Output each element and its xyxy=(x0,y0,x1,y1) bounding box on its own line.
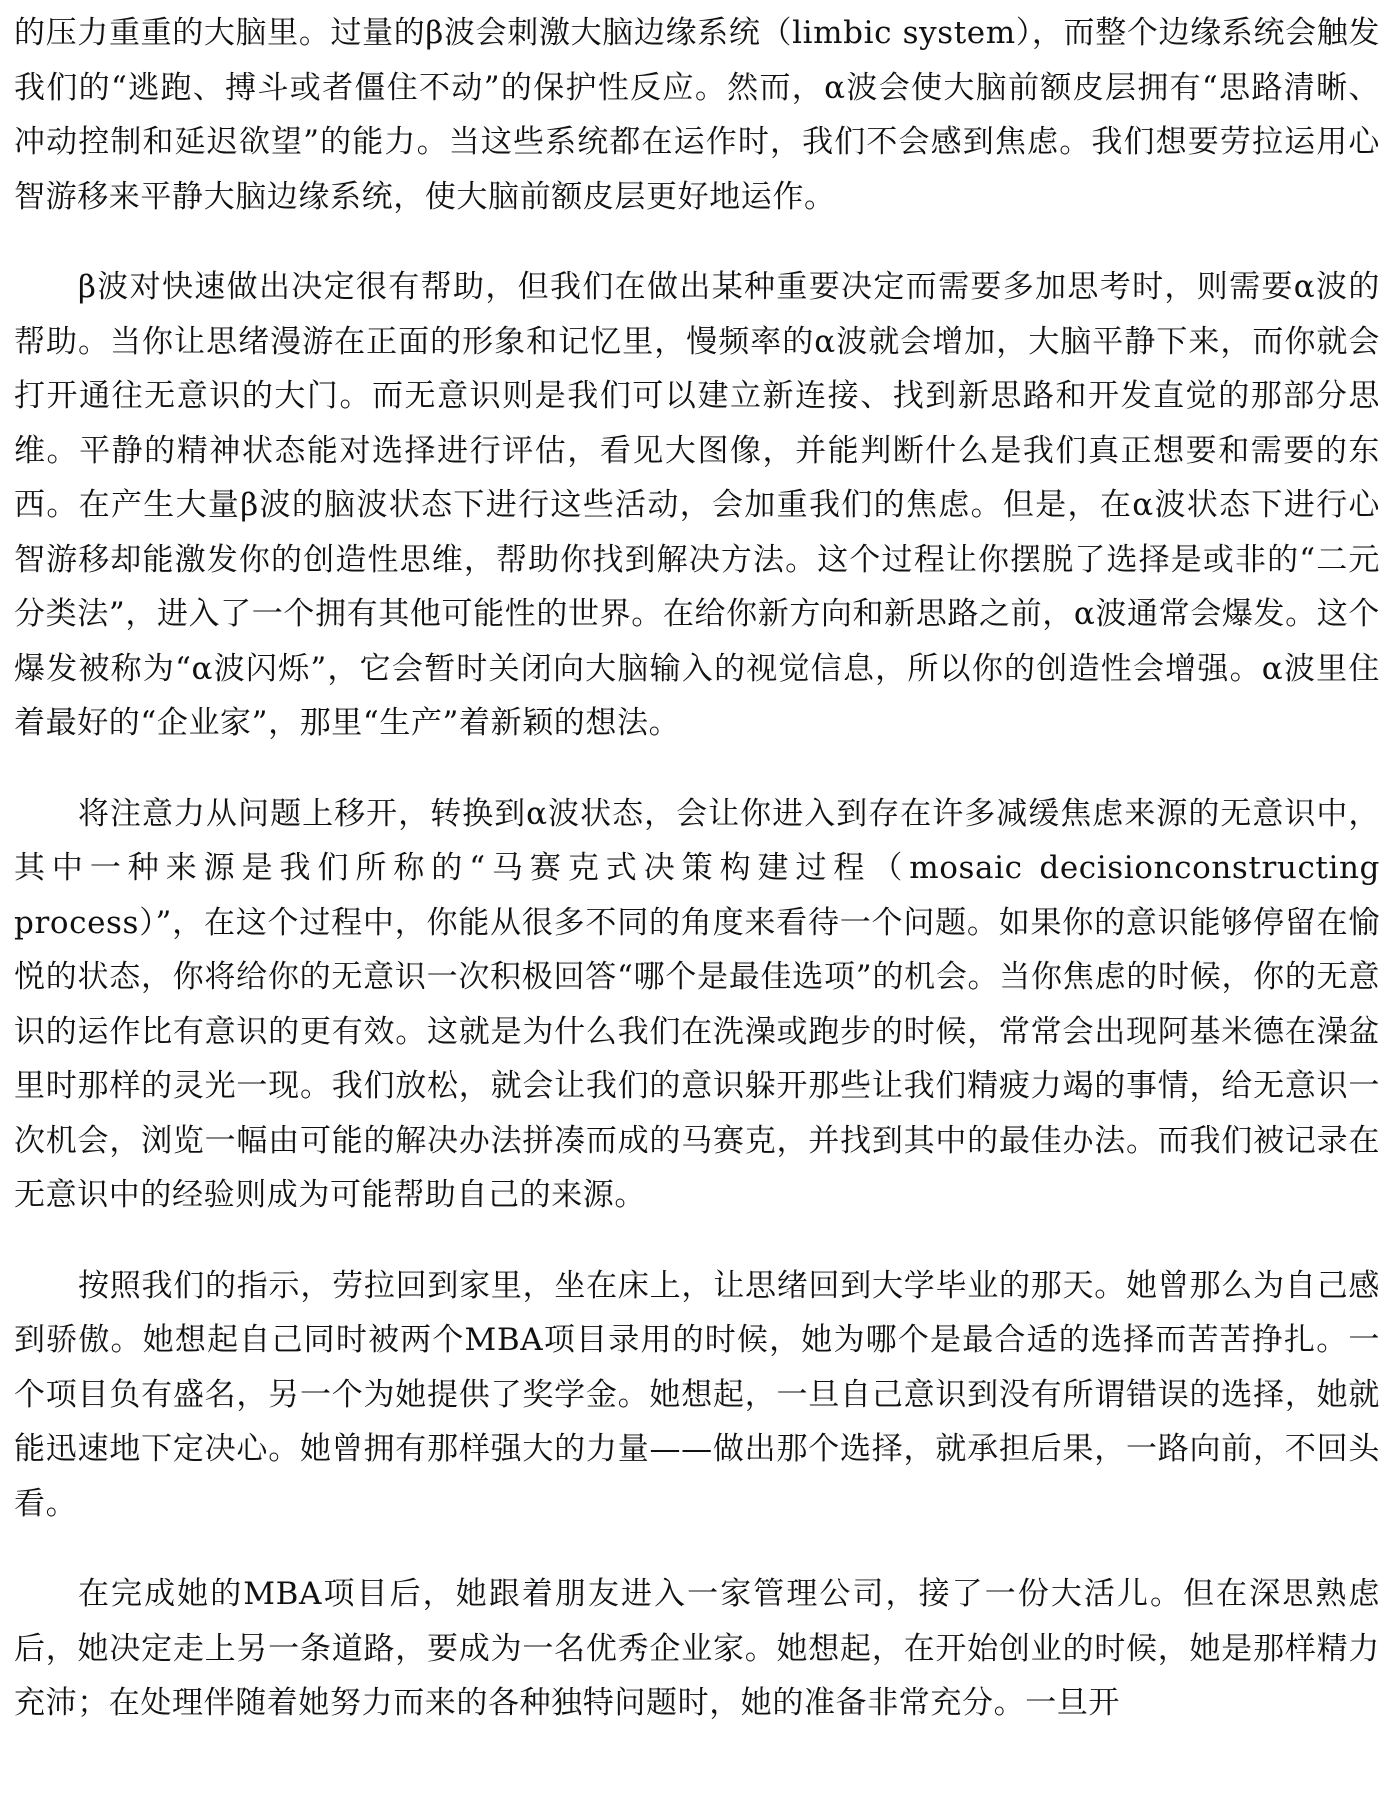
paragraph-2: β波对快速做出决定很有帮助，但我们在做出某种重要决定而需要多加思考时，则需要α波的帮助。当你让思绪漫游在正面的形象和记忆里，慢频率的α波就会增加，大脑平静下来，而你就会打开通往无意识的大门。而无意识则是我们可以建立新连接、找到新思路和开发直觉的那部分思维。平静的精神状态能对选择进行评估，看见大图像，并能判断什么是我们真正想要和需要的东西。在产生大量β波的脑波状态下进行这些活动，会加重我们的焦虑。但是，在α波状态下进行心智游移却能激发你的创造性思维，帮助你找到解决方法。这个过程让你摆脱了选择是或非的“二元分类法”，进入了一个拥有其他可能性的世界。在给你新方向和新思路之前，α波通常会爆发。这个爆发被称为“α波闪烁”，它会暂时关闭向大脑输入的视觉信息，所以你的创造性会增强。α波里住着最好的“企业家”，那里“生产”着新颖的想法。 xyxy=(14,269,1380,741)
paragraph-1: 的压力重重的大脑里。过量的β波会刺激大脑边缘系统（limbic system），而整个边缘系统会触发我们的“逃跑、搏斗或者僵住不动”的保护性反应。然而，α波会使大脑前额皮层拥有“思路清晰、冲动控制和延迟欲望”的能力。当这些系统都在运作时，我们不会感到焦虑。我们想要劳拉运用心智游移来平静大脑边缘系统，使大脑前额皮层更好地运作。 xyxy=(14,15,1380,215)
paragraph-5: 在完成她的MBA项目后，她跟着朋友进入一家管理公司，接了一份大活儿。但在深思熟虑后，她决定走上另一条道路，要成为一名优秀企业家。她想起，在开始创业的时候，她是那样精力充沛；在处理伴随着她努力而来的各种独特问题时，她的准备非常充分。一旦开 xyxy=(14,1576,1380,1721)
document-page xyxy=(14,6,1380,1767)
paragraph-4: 按照我们的指示，劳拉回到家里，坐在床上，让思绪回到大学毕业的那天。她曾那么为自己感到骄傲。她想起自己同时被两个MBA项目录用的时候，她为哪个是最合适的选择而苦苦挣扎。一个项目负有盛名，另一个为她提供了奖学金。她想起，一旦自己意识到没有所谓错误的选择，她就能迅速地下定决心。她曾拥有那样强大的力量——做出那个选择，就承担后果，一路向前，不回头看。 xyxy=(14,1267,1380,1522)
paragraph-3: 将注意力从问题上移开，转换到α波状态，会让你进入到存在许多减缓焦虑来源的无意识中，其中一种来源是我们所称的“马赛克式决策构建过程（mosaic decisionconstructing process）”，在这个过程中，你能从很多不同的角度来看待一个问题。如果你的意识能够停留在愉悦的状态，你将给你的无意识一次积极回答“哪个是最佳选项”的机会。当你焦虑的时候，你的无意识的运作比有意识的更有效。这就是为什么我们在洗澡或跑步的时候，常常会出现阿基米德在澡盆里时那样的灵光一现。我们放松，就会让我们的意识躲开那些让我们精疲力竭的事情，给无意识一次机会，浏览一幅由可能的解决办法拼凑而成的马赛克，并找到其中的最佳办法。而我们被记录在无意识中的经验则成为可能帮助自己的来源。 xyxy=(14,795,1380,1213)
